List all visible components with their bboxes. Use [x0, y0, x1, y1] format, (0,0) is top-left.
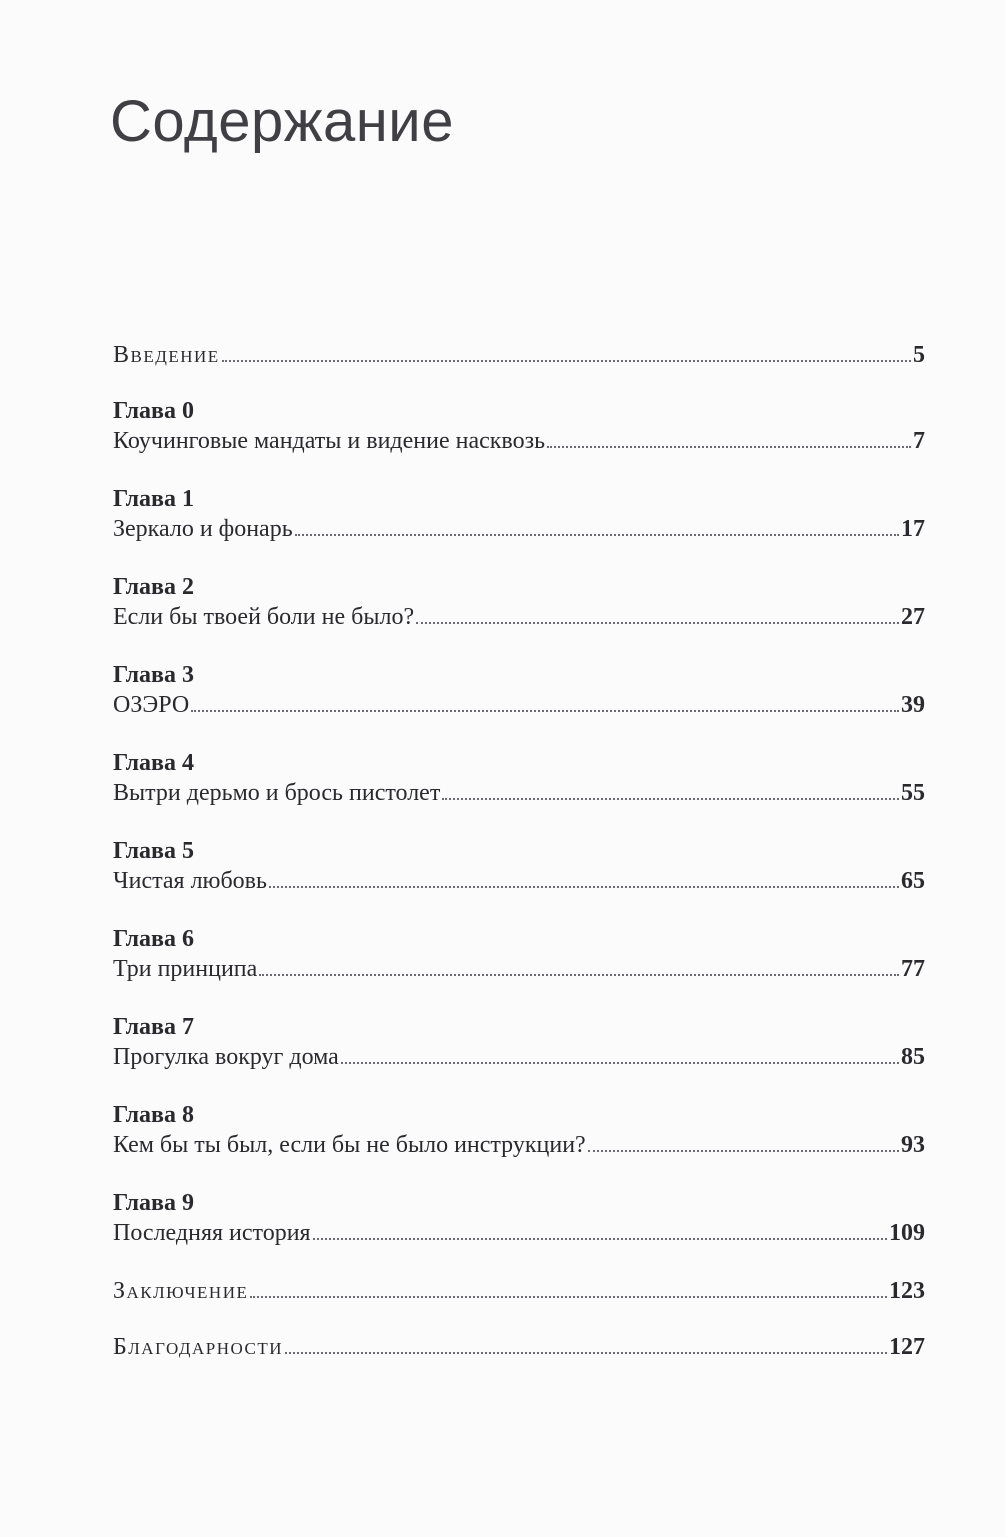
- dot-leader: [295, 533, 899, 536]
- toc-entry-chapter-5: [113, 836, 925, 896]
- toc-entry-label: Зеркало и фонарь: [113, 516, 293, 542]
- chapter-heading: Глава 2: [113, 574, 194, 600]
- toc-entry-chapter-8: [113, 1100, 925, 1160]
- dot-leader: [259, 973, 899, 976]
- toc-entry-label: Кем бы ты был, если бы не было инструкции?: [113, 1132, 586, 1158]
- toc-entry-acknowledgements: [113, 1332, 925, 1362]
- chapter-heading: Глава 8: [113, 1102, 194, 1128]
- toc-page-number: 109: [889, 1220, 925, 1246]
- dot-leader: [588, 1149, 899, 1152]
- toc-entry-label: Три принципа: [113, 956, 258, 982]
- toc-page-number: 55: [901, 780, 925, 806]
- toc-page-number: 5: [913, 342, 925, 368]
- toc-entry-chapter-4: [113, 748, 925, 808]
- toc-entry-label: Прогулка вокруг дома: [113, 1044, 339, 1070]
- toc-entry-conclusion: [113, 1276, 925, 1306]
- toc-entry-chapter-7: [113, 1012, 925, 1072]
- chapter-heading: Глава 1: [113, 486, 194, 512]
- chapter-heading: Глава 3: [113, 662, 194, 688]
- toc-entry-label: Заключение: [113, 1278, 249, 1304]
- page-title: Содержание: [110, 89, 454, 154]
- toc-entry-label: Последняя история: [113, 1220, 311, 1246]
- toc-entry-chapter-2: [113, 572, 925, 632]
- toc-entry-chapter-6: [113, 924, 925, 984]
- table-of-contents: [113, 340, 925, 1388]
- chapter-heading: Глава 6: [113, 926, 194, 952]
- dot-leader: [341, 1061, 899, 1064]
- toc-entry-chapter-9: [113, 1188, 925, 1248]
- toc-page-number: 93: [901, 1132, 925, 1158]
- dot-leader: [222, 359, 911, 362]
- toc-page-number: 39: [901, 692, 925, 718]
- toc-entry-intro: [113, 340, 925, 370]
- toc-entry-label: Вытри дерьмо и брось пистолет: [113, 780, 441, 806]
- toc-entry-label: Благодарности: [113, 1334, 284, 1360]
- chapter-heading: Глава 0: [113, 398, 194, 424]
- toc-page-number: 65: [901, 868, 925, 894]
- toc-page-number: 7: [913, 428, 925, 454]
- chapter-heading: Глава 7: [113, 1014, 194, 1040]
- toc-entry-label: Если бы твоей боли не было?: [113, 604, 415, 630]
- dot-leader: [313, 1237, 887, 1240]
- dot-leader: [416, 621, 899, 624]
- toc-page-number: 77: [901, 956, 925, 982]
- toc-entry-chapter-1: [113, 484, 925, 544]
- toc-entry-label: Коучинговые мандаты и видение насквозь: [113, 428, 546, 454]
- dot-leader: [250, 1295, 887, 1298]
- chapter-heading: Глава 9: [113, 1190, 194, 1216]
- toc-page-number: 85: [901, 1044, 925, 1070]
- dot-leader: [191, 709, 899, 712]
- dot-leader: [547, 445, 911, 448]
- dot-leader: [442, 797, 899, 800]
- toc-page-number: 127: [889, 1334, 925, 1360]
- dot-leader: [269, 885, 899, 888]
- chapter-heading: Глава 4: [113, 750, 194, 776]
- toc-entry-label: ОЗЭРО: [113, 692, 190, 718]
- toc-entry-chapter-0: [113, 396, 925, 456]
- toc-page-number: 123: [889, 1278, 925, 1304]
- toc-entry-label: Введение: [113, 342, 220, 368]
- toc-page-number: 27: [901, 604, 925, 630]
- toc-page-number: 17: [901, 516, 925, 542]
- toc-entry-chapter-3: [113, 660, 925, 720]
- dot-leader: [285, 1351, 887, 1354]
- toc-entry-label: Чистая любовь: [113, 868, 267, 894]
- chapter-heading: Глава 5: [113, 838, 194, 864]
